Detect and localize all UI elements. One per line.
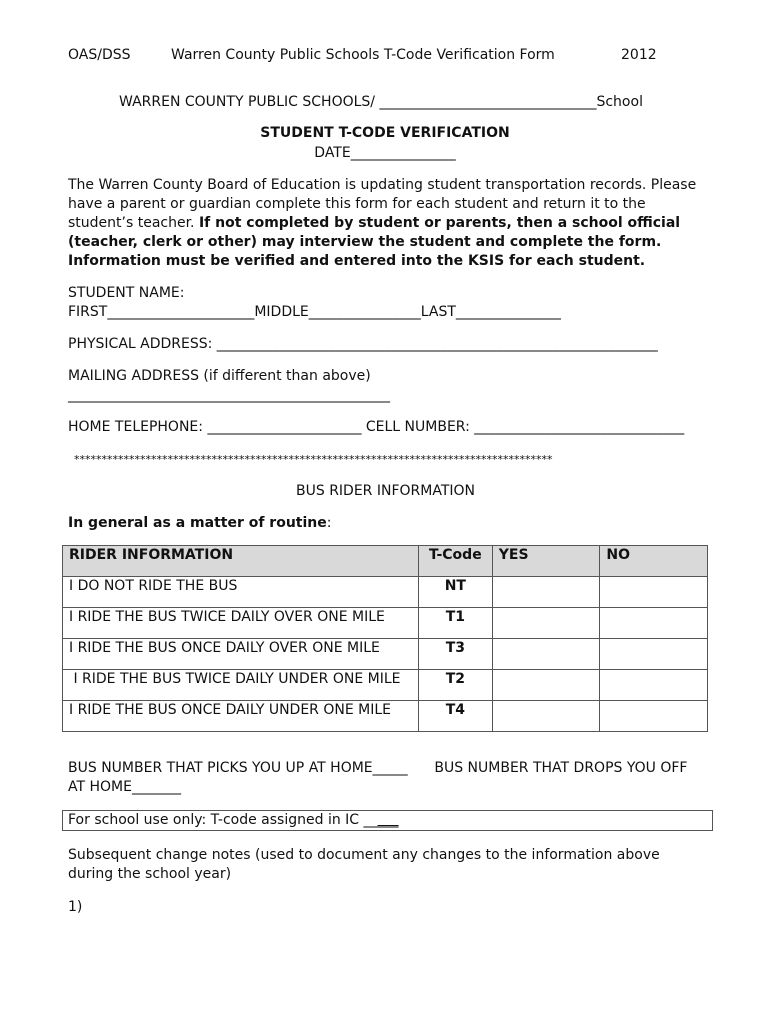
table-row <box>63 608 708 639</box>
bus-numbers-line-2: AT HOME_______ <box>68 779 181 795</box>
header-year: 2012 <box>621 47 657 63</box>
stars-divider: *************************************************************************************** <box>74 453 553 466</box>
header-yes: YES <box>492 546 600 577</box>
intro-paragraph <box>68 176 708 271</box>
table-row <box>63 670 708 701</box>
no-cell[interactable] <box>600 639 708 670</box>
rider-info-cell: I DO NOT RIDE THE BUS <box>63 577 419 608</box>
student-name-label: STUDENT NAME: <box>68 285 185 301</box>
school-line: WARREN COUNTY PUBLIC SCHOOLS/ _______________________________School <box>119 94 643 110</box>
rider-table <box>62 545 708 732</box>
tcode-cell: T4 <box>418 701 492 732</box>
item-1: 1) <box>68 899 83 915</box>
bus-info-title: BUS RIDER INFORMATION <box>296 483 475 499</box>
routine-rest: : <box>326 515 332 531</box>
rider-info-cell: I RIDE THE BUS ONCE DAILY UNDER ONE MILE <box>63 701 419 732</box>
tcode-cell: T1 <box>418 608 492 639</box>
tcode-cell: T3 <box>418 639 492 670</box>
tcode-cell: NT <box>418 577 492 608</box>
form-title: STUDENT T-CODE VERIFICATION <box>260 125 510 141</box>
header-title: Warren County Public Schools T-Code Verification Form <box>171 47 555 63</box>
student-names-line: FIRST_____________________MIDDLE________________LAST_______________ <box>68 304 561 320</box>
phones-line: HOME TELEPHONE: ______________________ CELL NUMBER: ______________________________ <box>68 419 685 435</box>
yes-cell[interactable] <box>492 670 600 701</box>
table-header-row <box>63 546 708 577</box>
rider-info-cell: I RIDE THE BUS TWICE DAILY UNDER ONE MILE <box>63 670 419 701</box>
table-row <box>63 701 708 732</box>
rider-info-cell: I RIDE THE BUS TWICE DAILY OVER ONE MILE <box>63 608 419 639</box>
no-cell[interactable] <box>600 577 708 608</box>
table-row <box>63 577 708 608</box>
mailing-address-line: ______________________________________________ <box>68 387 390 403</box>
school-use-text: For school use only: T-code assigned in IC __ <box>68 812 378 828</box>
yes-cell[interactable] <box>492 577 600 608</box>
school-use-box <box>62 810 713 831</box>
school-use-underline: ___ <box>377 812 399 828</box>
change-notes-line-1: Subsequent change notes (used to document any changes to the information above <box>68 847 660 863</box>
routine-line <box>68 514 331 532</box>
intro-plain: The Warren County Board of Education is updating student transportation records. Please have a parent or guardian complete this form for each student and return it to the student’s teacher. <box>68 177 697 231</box>
change-notes-line-2: during the school year) <box>68 866 232 882</box>
yes-cell[interactable] <box>492 608 600 639</box>
header-no: NO <box>600 546 708 577</box>
no-cell[interactable] <box>600 670 708 701</box>
date-line: DATE_______________ <box>314 145 456 161</box>
mailing-address-label: MAILING ADDRESS (if different than above) <box>68 368 371 384</box>
routine-bold: In general as a matter of routine <box>68 515 327 531</box>
intro-bold: If not completed by student or parents, then a school official (teacher, clerk or other) may interview the student and complete the form. Information must be verified and entered into the KSIS for each student. <box>68 215 681 269</box>
yes-cell[interactable] <box>492 639 600 670</box>
rider-info-cell: I RIDE THE BUS ONCE DAILY OVER ONE MILE <box>63 639 419 670</box>
physical-address-line: PHYSICAL ADDRESS: _______________________________________________________________ <box>68 336 658 352</box>
header-tcode: T-Code <box>418 546 492 577</box>
no-cell[interactable] <box>600 701 708 732</box>
header-left: OAS/DSS <box>68 47 131 63</box>
tcode-cell: T2 <box>418 670 492 701</box>
no-cell[interactable] <box>600 608 708 639</box>
yes-cell[interactable] <box>492 701 600 732</box>
table-row <box>63 639 708 670</box>
header-rider-info: RIDER INFORMATION <box>63 546 419 577</box>
bus-numbers-line: BUS NUMBER THAT PICKS YOU UP AT HOME_____ BUS NUMBER THAT DROPS YOU OFF <box>68 760 688 776</box>
